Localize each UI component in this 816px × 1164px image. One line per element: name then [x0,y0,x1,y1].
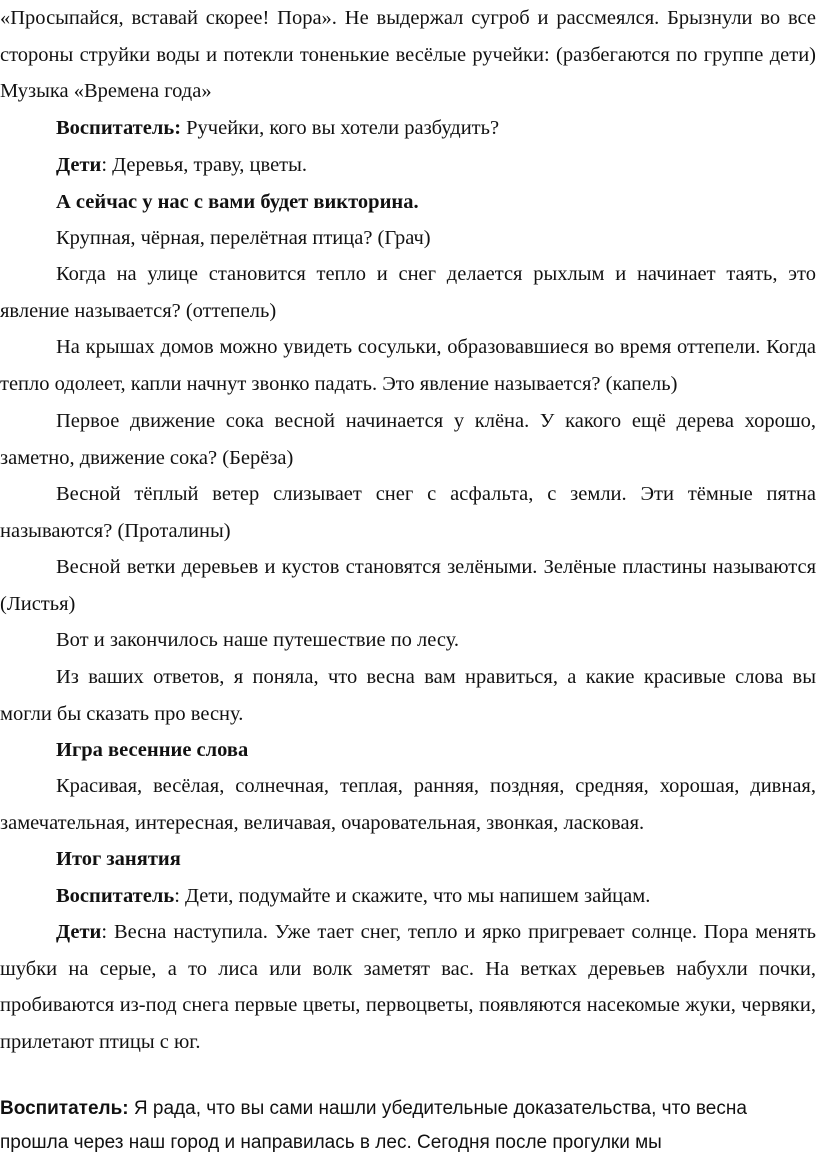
quiz-question-thaw: Когда на улице становится тепло и снег делается рыхлым и начинает таять, это явление называется? (оттепель) [0,263,816,322]
heading-spring-words-game: Игра весенние слова [56,739,249,761]
heading-quiz: А сейчас у нас с вами будет викторина. [56,191,419,213]
paragraph-teacher-closing: Воспитатель: Я рада, что вы сами нашли убедительные доказательства, что весна прошла через наш город и направилась в лес. Сегодня после прогулки мы [0,1098,747,1153]
paragraph-snowdrift: «Просыпайся, вставай скорее! Пора». Не выдержал сугроб и рассмеялся. Брызнули во все стороны струйки воды и потекли тоненькие весёлые ручейки: (разбегаются по группе дети) Музыка «Времена года» [0,7,816,102]
quiz-question-thawed-patches: Весной тёплый ветер слизывает снег с асфальта, с земли. Эти тёмные пятна называются? (Проталины) [0,483,816,542]
speaker-children: Дети [56,154,102,176]
quiz-question-birch: Первое движение сока весной начинается у клёна. У какого ещё дерева хорошо, заметно, движение сока? (Берёза) [0,410,816,469]
speaker-children: Дети [56,921,102,943]
heading-lesson-summary: Итог занятия [56,848,181,870]
paragraph-journey-end: Вот и закончилось наше путешествие по лесу. [56,629,460,651]
quiz-question-drops: На крышах домов можно увидеть сосульки, образовавшиеся во время оттепели. Когда тепло одолеет, капли начнут звонко падать. Это явление называется? (капель) [0,336,816,395]
paragraph-spring-words: Красивая, весёлая, солнечная, теплая, ранняя, поздняя, средняя, хорошая, дивная, замечательная, интересная, величавая, очаровательная, звонкая, ласковая. [0,775,816,834]
paragraph-children-answer: Дети: Деревья, траву, цветы. [56,154,308,176]
paragraph-teacher-question: Воспитатель: Ручейки, кого вы хотели разбудить? [56,117,500,139]
quiz-question-rook: Крупная, чёрная, перелётная птица? (Грач) [56,227,431,249]
paragraph-beautiful-words: Из ваших ответов, я поняла, что весна вам нравиться, а какие красивые слова вы могли бы сказать про весну. [0,666,816,725]
speaker-teacher: Воспитатель: [56,117,182,139]
speaker-teacher: Воспитатель: [0,1098,129,1119]
paragraph-teacher-prompt: Воспитатель: Дети, подумайте и скажите, что мы напишем зайцам. [56,885,651,907]
quiz-question-leaves: Весной ветки деревьев и кустов становятся зелёными. Зелёные пластины называются (Листья) [0,556,816,615]
paragraph-children-letter: Дети: Весна наступила. Уже тает снег, тепло и ярко пригревает солнце. Пора менять шубки на серые, а то лиса или волк заметят вас. На ветках деревьев набухли почки, пробиваются из-под снега первые цветы, первоцветы, появляются насекомые жуки, червяки, прилетают птицы с юг. [0,921,816,1053]
speaker-teacher: Воспитатель [56,885,175,907]
